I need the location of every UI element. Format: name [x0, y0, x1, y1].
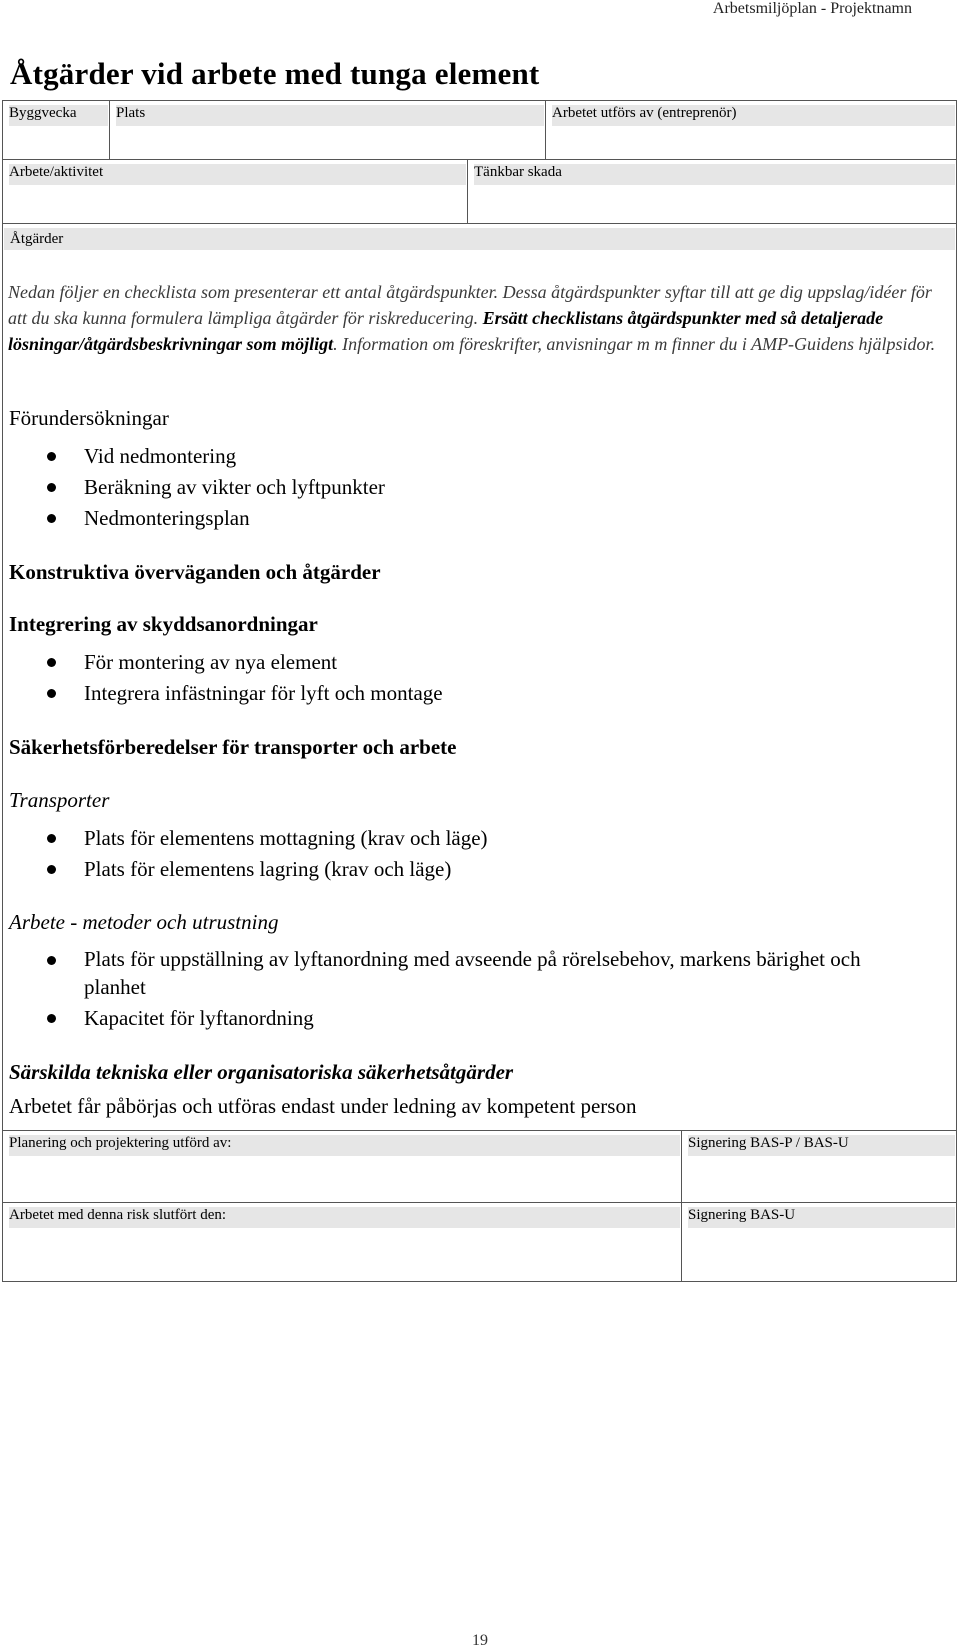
list-item: Nedmonteringsplan — [0, 503, 900, 534]
field-arbetet-utfors-av[interactable] — [546, 101, 956, 159]
planering-label: Planering och projektering utförd av: — [9, 1135, 680, 1156]
page-number: 19 — [472, 1632, 488, 1649]
tankbar-skada-label: Tänkbar skada — [474, 164, 955, 185]
field-arbete-aktivitet[interactable] — [3, 160, 467, 223]
bullet-icon — [47, 865, 56, 874]
section-heading-forundersokningar: Förundersökningar — [9, 406, 169, 430]
intro-part1: Nedan följer en checklista som presenterar ett antal åtgärdspunkter. Dessa åtgärdspunkter syftar till att ge dig uppslag/idéer för att du ska kunna formulera lämpliga åtgärder för riskreducering. — [8, 282, 932, 328]
list-item: Plats för elementens mottagning (krav och läge) — [0, 823, 900, 854]
sarskilda-text: Arbetet får påbörjas och utföras endast under ledning av kompetent person — [9, 1094, 637, 1118]
field-signering-bas-u[interactable] — [682, 1203, 956, 1239]
bullet-icon — [47, 689, 56, 698]
list-item: Beräkning av vikter och lyftpunkter — [0, 472, 900, 503]
bullet-icon — [47, 1014, 56, 1023]
arbete-aktivitet-label: Arbete/aktivitet — [9, 164, 466, 185]
list-item: Integrera infästningar för lyft och montage — [0, 678, 900, 709]
field-slutfort[interactable] — [3, 1203, 681, 1239]
arbetet-utfors-av-label: Arbetet utförs av (entreprenör) — [552, 105, 955, 126]
bullet-icon — [47, 956, 56, 965]
section-heading-sakerhet: Säkerhetsförberedelser för transporter och arbete — [9, 735, 457, 759]
section-heading-arbete: Arbete - metoder och utrustning — [9, 910, 279, 934]
section-heading-integrering: Integrering av skyddsanordningar — [9, 612, 318, 636]
running-header: Arbetsmiljöplan - Projektnamn — [712, 0, 912, 17]
page-title: Åtgärder vid arbete med tunga element — [10, 56, 540, 91]
list-arbete — [0, 945, 900, 1034]
field-byggvecka[interactable] — [3, 101, 109, 159]
field-tankbar-skada[interactable] — [468, 160, 956, 223]
intro-bold: Ersätt checklistans åtgärdspunkter med så detaljerade lösningar/åtgärdsbeskrivningar som möjligt — [8, 308, 884, 354]
field-planering[interactable] — [3, 1131, 681, 1167]
section-heading-transporter: Transporter — [9, 788, 110, 812]
signering-bas-p-label: Signering BAS-P / BAS-U — [688, 1135, 955, 1156]
bullet-icon — [47, 514, 56, 523]
signering-bas-u-label: Signering BAS-U — [688, 1207, 955, 1228]
list-item: För montering av nya element — [0, 647, 900, 678]
list-item: Plats för uppställning av lyftanordning med avseende på rörelsebehov, markens bärighet och planhet — [0, 945, 900, 1003]
byggvecka-label: Byggvecka — [9, 105, 108, 126]
bullet-icon — [47, 452, 56, 461]
field-plats[interactable] — [110, 101, 545, 159]
list-item: Kapacitet för lyftanordning — [0, 1003, 900, 1034]
intro-part3: . Information om föreskrifter, anvisningar m m finner du i AMP-Guidens hjälpsidor. — [333, 334, 936, 354]
bullet-icon — [47, 658, 56, 667]
field-signering-bas-p[interactable] — [682, 1131, 956, 1167]
list-item: Plats för elementens lagring (krav och läge) — [0, 854, 900, 885]
section-heading-konstruktiva: Konstruktiva överväganden och åtgärder — [9, 560, 381, 584]
section-heading-sarskilda: Särskilda tekniska eller organisatoriska säkerhetsåtgärder — [9, 1060, 514, 1084]
divider — [3, 223, 956, 224]
slutfort-label: Arbetet med denna risk slutfört den: — [9, 1207, 680, 1228]
list-integrering — [0, 647, 900, 709]
bullet-icon — [47, 834, 56, 843]
list-forundersokningar — [0, 441, 900, 534]
atgarder-label: Åtgärder — [4, 228, 955, 250]
plats-label: Plats — [116, 105, 544, 126]
list-item: Vid nedmontering — [0, 441, 900, 472]
intro-text — [8, 279, 938, 357]
bullet-icon — [47, 483, 56, 492]
list-transporter — [0, 823, 900, 885]
